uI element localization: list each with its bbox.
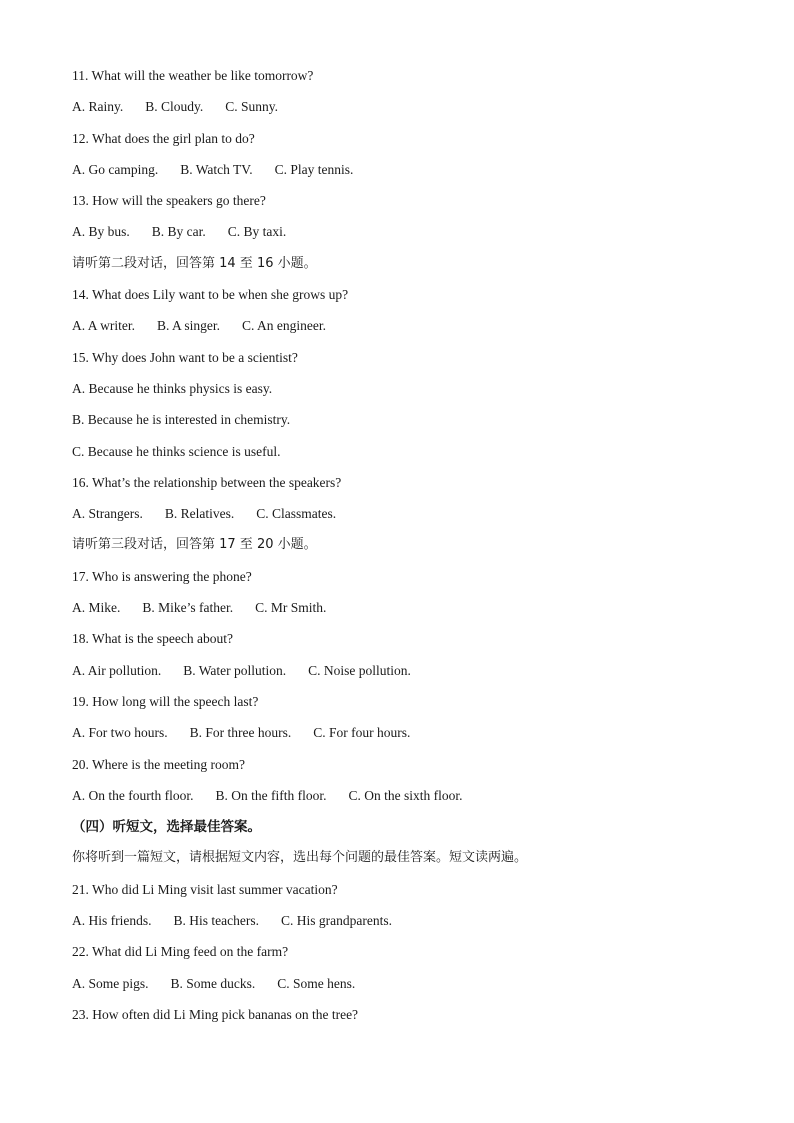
answer-option: C. An engineer. <box>242 318 327 334</box>
answer-options <box>72 316 732 347</box>
document-page <box>72 66 732 1036</box>
answer-options <box>72 974 732 1005</box>
answer-option: A. On the fourth floor. <box>72 787 194 803</box>
instruction-text: 请听第二段对话，回答第 14 至 16 小题。 <box>72 255 317 271</box>
answer-option: A. A writer. <box>72 318 135 334</box>
answer-option: B. Mike’s father. <box>142 600 234 616</box>
answer-options <box>72 504 732 535</box>
answer-option: B. Watch TV. <box>180 161 253 177</box>
question-text: 14. What does Lily want to be when she grows up? <box>72 287 349 303</box>
answer-option: C. Some hens. <box>277 975 356 991</box>
answer-option: C. Noise pollution. <box>308 662 411 678</box>
question-text: 19. How long will the speech last? <box>72 693 259 709</box>
answer-option: A. Mike. <box>72 600 121 616</box>
answer-option: C. Classmates. <box>256 506 337 522</box>
question-text: B. Because he is interested in chemistry. <box>72 412 291 428</box>
instruction-text: 你将听到一篇短文，请根据短文内容，选出每个问题的最佳答案。短文读两遍。 <box>72 850 528 866</box>
answer-options <box>72 97 732 128</box>
answer-option: B. A singer. <box>157 318 221 334</box>
answer-option: C. Mr Smith. <box>255 600 327 616</box>
question-text: A. Because he thinks physics is easy. <box>72 380 273 396</box>
question-text: 16. What’s the relationship between the speakers? <box>72 474 342 490</box>
answer-option: A. By bus. <box>72 224 130 240</box>
question-text: 23. How often did Li Ming pick bananas on the tree? <box>72 1006 359 1022</box>
answer-option: C. For four hours. <box>313 725 411 741</box>
answer-option: A. His friends. <box>72 913 152 929</box>
section-heading: （四）听短文，选择最佳答案。 <box>72 819 261 836</box>
answer-option: B. His teachers. <box>173 913 259 929</box>
answer-option: A. Strangers. <box>72 506 143 522</box>
answer-option: A. Some pigs. <box>72 975 149 991</box>
question-text: 21. Who did Li Ming visit last summer vacation? <box>72 881 338 897</box>
answer-option: A. Air pollution. <box>72 662 162 678</box>
answer-option: B. On the fifth floor. <box>215 787 327 803</box>
question-text: 17. Who is answering the phone? <box>72 568 252 584</box>
instruction-text: 请听第三段对话，回答第 17 至 20 小题。 <box>72 537 317 553</box>
answer-options <box>72 786 732 817</box>
answer-option: C. Play tennis. <box>274 161 354 177</box>
answer-option: B. Water pollution. <box>183 662 287 678</box>
question-text: C. Because he thinks science is useful. <box>72 443 281 459</box>
answer-option: B. For three hours. <box>189 725 292 741</box>
answer-option: A. Rainy. <box>72 99 124 115</box>
answer-option: B. Some ducks. <box>170 975 256 991</box>
question-text: 12. What does the girl plan to do? <box>72 130 255 146</box>
answer-option: B. Cloudy. <box>145 99 204 115</box>
question-text: 20. Where is the meeting room? <box>72 756 245 772</box>
answer-option: B. Relatives. <box>164 506 235 522</box>
answer-options <box>72 598 732 629</box>
answer-option: C. Sunny. <box>225 99 279 115</box>
answer-options <box>72 661 732 692</box>
answer-option: C. His grandparents. <box>280 913 392 929</box>
question-text: 18. What is the speech about? <box>72 631 233 647</box>
answer-option: C. On the sixth floor. <box>348 787 463 803</box>
answer-option: C. By taxi. <box>227 224 287 240</box>
question-text: 22. What did Li Ming feed on the farm? <box>72 944 289 960</box>
answer-options <box>72 222 732 253</box>
answer-options <box>72 723 732 754</box>
answer-options <box>72 911 732 942</box>
question-text: 11. What will the weather be like tomorrow? <box>72 68 314 83</box>
answer-options <box>72 160 732 191</box>
answer-option: B. By car. <box>151 224 206 240</box>
answer-option: A. Go camping. <box>72 161 159 177</box>
answer-option: A. For two hours. <box>72 725 168 741</box>
question-text: 15. Why does John want to be a scientist? <box>72 349 298 365</box>
question-text: 13. How will the speakers go there? <box>72 193 266 209</box>
